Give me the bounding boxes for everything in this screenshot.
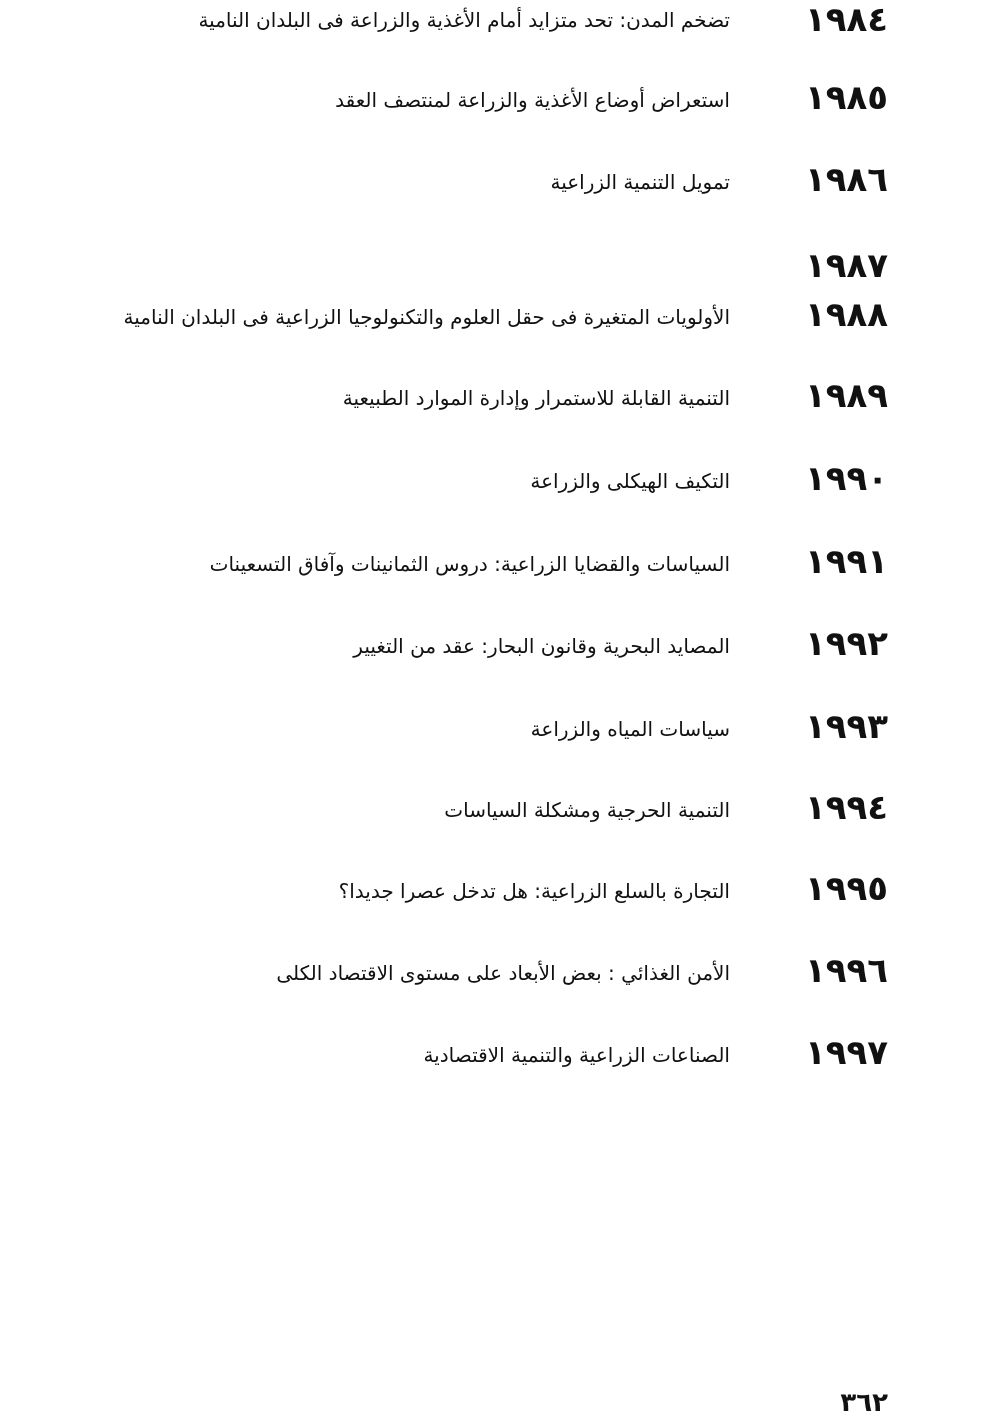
entry-year: ١٩٩٦ [804, 951, 888, 991]
entry-title: استعراض أوضاع الأغذية والزراعة لمنتصف العقد [335, 88, 730, 112]
entry-year: ١٩٩٤ [804, 788, 888, 828]
entry-title: التكيف الهيكلى والزراعة [530, 469, 730, 493]
entry-year: ١٩٨٧ [804, 246, 888, 286]
entry-year: ١٩٨٦ [804, 160, 888, 200]
entry-title: الأمن الغذائي : بعض الأبعاد على مستوى الاقتصاد الكلى [276, 961, 730, 985]
entry-year: ١٩٩٠ [804, 459, 888, 499]
entry-title: سياسات المياه والزراعة [530, 717, 730, 741]
entry-title: التنمية القابلة للاستمرار وإدارة الموارد الطبيعية [342, 386, 730, 410]
entry-year: ١٩٩١ [804, 542, 888, 582]
entry-year: ١٩٩٣ [804, 707, 888, 747]
entry-title: التنمية الحرجية ومشكلة السياسات [444, 798, 730, 822]
entry-title: التجارة بالسلع الزراعية: هل تدخل عصرا جديدا؟ [338, 879, 730, 903]
page-number: ٣٦٢ [840, 1388, 888, 1418]
entry-year: ١٩٨٤ [804, 0, 888, 40]
entry-year: ١٩٩٥ [804, 869, 888, 909]
entry-title: المصايد البحرية وقانون البحار: عقد من التغيير [353, 634, 730, 658]
entry-year: ١٩٨٥ [804, 78, 888, 118]
entry-title: السياسات والقضايا الزراعية: دروس الثمانينات وآفاق التسعينات [209, 552, 730, 576]
entry-title: تمويل التنمية الزراعية [550, 170, 730, 194]
entry-year: ١٩٨٩ [804, 376, 888, 416]
entry-year: ١٩٨٨ [804, 295, 888, 335]
entry-title: الأولويات المتغيرة فى حقل العلوم والتكنولوجيا الزراعية فى البلدان النامية [123, 305, 730, 329]
entry-title: تضخم المدن: تحد متزايد أمام الأغذية والزراعة فى البلدان النامية [198, 8, 730, 32]
entry-title: الصناعات الزراعية والتنمية الاقتصادية [423, 1043, 730, 1067]
entry-year: ١٩٩٢ [804, 624, 888, 664]
entry-year: ١٩٩٧ [804, 1033, 888, 1073]
